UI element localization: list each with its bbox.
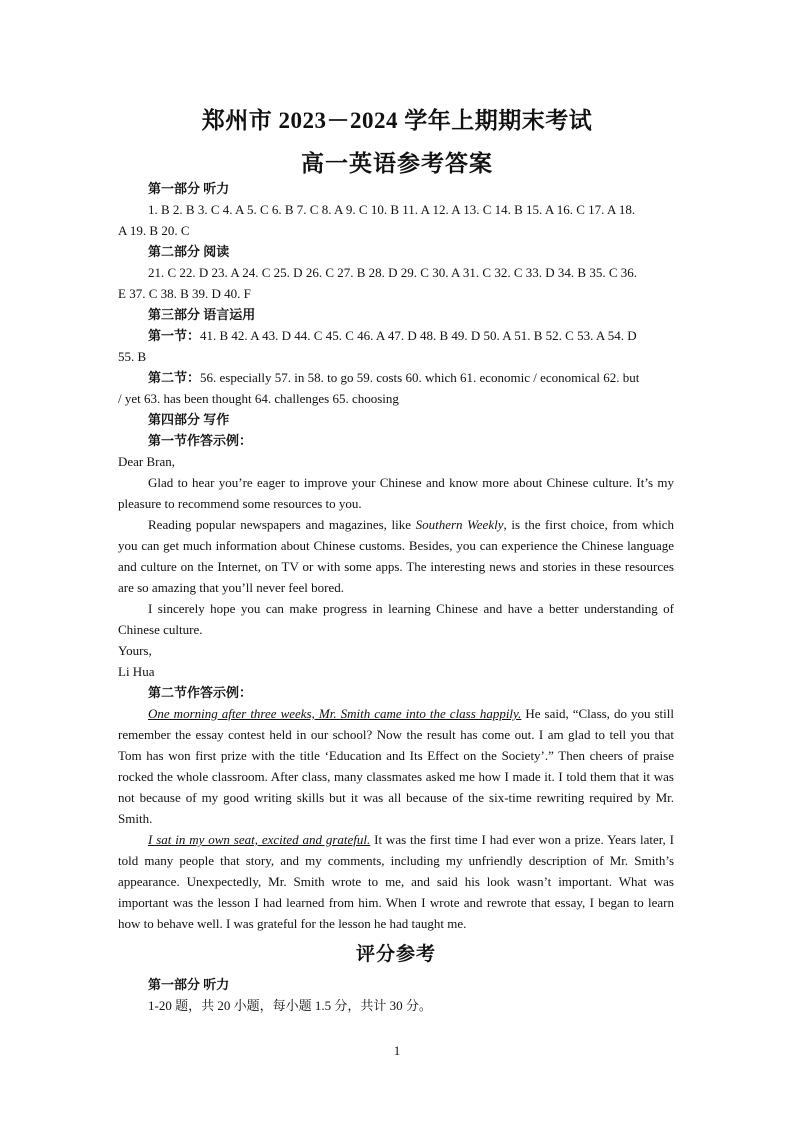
part1-answers-line2: A 19. B 20. C (118, 223, 190, 238)
document-subtitle: 高一英语参考答案 (301, 151, 493, 176)
scoring-part1-text: 1-20 题，共 20 小题，每小题 1.5 分，共计 30 分。 (148, 998, 432, 1013)
part3-sec1-line2: 55. B (118, 349, 147, 364)
part4-sec1-heading: 第一节作答示例： (148, 433, 253, 448)
part3-sec2-line1 (118, 367, 674, 388)
letter-p2-italic: Southern Weekly (415, 517, 504, 532)
scoring-title: 评分参考 (355, 944, 436, 965)
part3-sec2-line2: / yet 63. has been thought 64. challenges 65. choosing (118, 391, 399, 406)
part3-sec1-line1 (118, 325, 674, 346)
page-number: 1 (393, 1043, 401, 1058)
story-paragraph-1 (118, 703, 674, 829)
story-p2-rest: It was the first time I had ever won a prize. Years later, I told many people that story, and my comments, including my unfriendly description of Mr. Smith’s appearance. Unexpectedly, Mr. Smith wrote to me, and said his look wasn’t important. What was important was the lesson I had learned from him. When I wrote and rewrote that essay, I began to learn how to behave well. I was grateful for the lesson he had taught me. (118, 832, 674, 931)
part3-sec2-answers: 56. especially 57. in 58. to go 59. costs 60. which 61. economic / economical 62. but (200, 370, 640, 385)
letter-p2-start: Reading popular newspapers and magazines, like (148, 517, 416, 532)
part2-heading: 第二部分 阅读 (148, 244, 230, 259)
part1-heading: 第一部分 听力 (148, 181, 230, 196)
letter-paragraph-2 (118, 514, 674, 598)
letter-salutation: Dear Bran, (118, 454, 176, 469)
story-p1-rest: He said, “Class, do you still remember the essay contest held in our school? Now the result has come out. I am glad to tell you that Tom has won first prize with the title ‘Education and Its Effect on the Society’.” Then cheers of praise rocked the whole classroom. After class, many classmates asked me how I made it. I told them that it was not because of my good writing skills but it was all because of the six-time rewriting required by Mr. Smith. (118, 706, 674, 826)
letter-p2-end: , is the first choice, from which you can get much information about Chinese customs. Besides, you can experience the Chinese language and culture on the Internet, on TV or with some apps. The interesting news and stories in these resources are so amazing that you’ll never feel bored. (118, 517, 674, 595)
letter-closing: Yours, (118, 643, 152, 658)
part2-answers-line2: E 37. C 38. B 39. D 40. F (118, 286, 251, 301)
part4-heading: 第四部分 写作 (148, 412, 230, 427)
scoring-part1-heading: 第一部分 听力 (148, 977, 230, 992)
story-paragraph-2 (118, 829, 674, 934)
part3-sec1-label: 第一节： (148, 328, 201, 343)
part1-answers-line1: 1. B 2. B 3. C 4. A 5. C 6. B 7. C 8. A 9. C 10. B 11. A 12. A 13. C 14. B 15. A 16. C 17. A 18. (148, 202, 636, 217)
part4-sec2-heading: 第二节作答示例： (148, 685, 253, 700)
document-body (118, 178, 674, 1016)
part3-sec2-label: 第二节： (148, 370, 201, 385)
part2-answers-line1: 21. C 22. D 23. A 24. C 25. D 26. C 27. B 28. D 29. C 30. A 31. C 32. C 33. D 34. B 35. C 36. (148, 265, 637, 280)
letter-paragraph-3: I sincerely hope you can make progress in learning Chinese and have a better understanding of Chinese culture. (118, 601, 674, 637)
part3-heading: 第三部分 语言运用 (148, 307, 256, 322)
document-title: 郑州市 2023－2024 学年上期期末考试 (201, 108, 593, 133)
letter-signature: Li Hua (118, 664, 155, 679)
letter-paragraph-1: Glad to hear you’re eager to improve your Chinese and know more about Chinese culture. It’s my pleasure to recommend some resources to you. (118, 475, 674, 511)
story-p1-lead: One morning after three weeks, Mr. Smith came into the class happily. (148, 706, 522, 721)
part3-sec1-answers: 41. B 42. A 43. D 44. C 45. C 46. A 47. D 48. B 49. D 50. A 51. B 52. C 53. A 54. D (200, 328, 637, 343)
story-p2-lead: I sat in my own seat, excited and grateful. (148, 832, 371, 847)
